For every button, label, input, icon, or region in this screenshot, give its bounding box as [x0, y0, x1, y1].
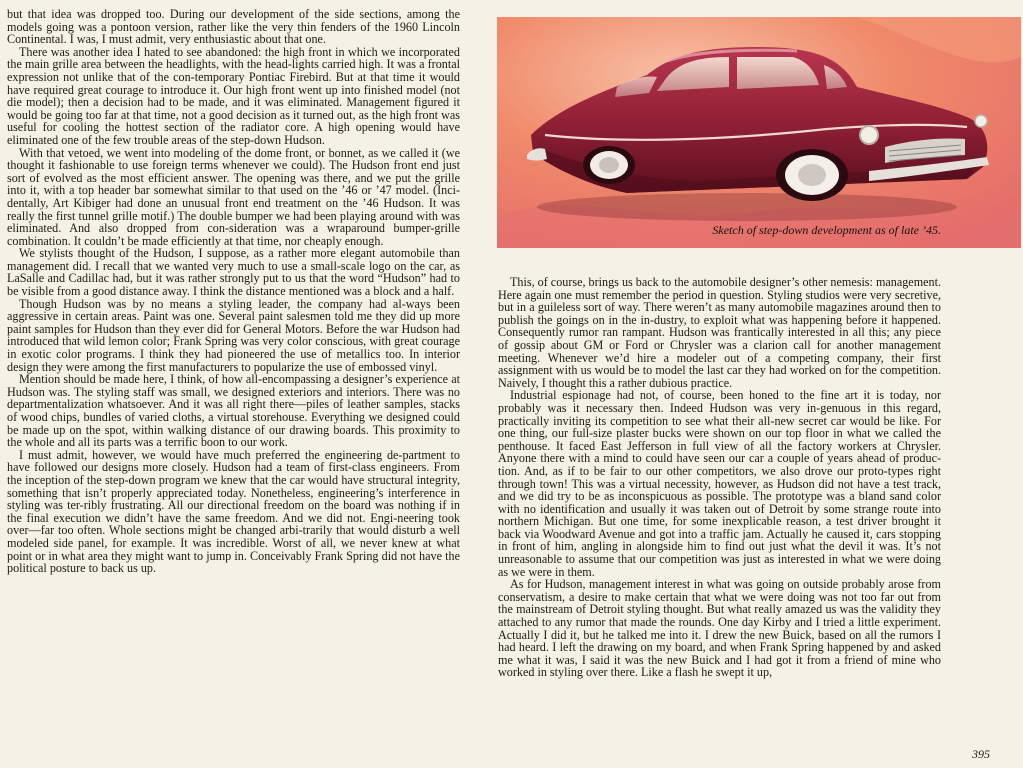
paragraph: I must admit, however, we would have much preferred the engineering de-partment to have followed our designs more closely. Hudson had a team of first-class engineers. From the inception of the step-down program we knew that the car would have structural integrity, something that isn’t properly appreciated today. Nonetheless, engineering’s interference in styling was ter-ribly frustrating. All our directional freedom on the board was nothing if in the final execution we didn’t have the same freedom. And we did not. Engi-neering took over—far too often. Whole sections might be changed arbi-trarily that would disturb a well modeled side panel, for example. It was incredible. Worst of all, we never knew at what point or in what area they might want to jump in. Conceivably Frank Spring did not have the political posture to back us up.	[7, 447, 460, 576]
paragraph: Though Hudson was by no means a styling leader, the company had al-ways been aggressive in certain areas. Paint was one. Several paint salesmen told me they did up more paint samples for Hudson than they ever did for General Motors. Before the war Hudson had introduced that wild lemon color; Frank Spring was very color conscious, with great courage in exotic color programs. I think they had pioneered the use of metallics too. In interior design they were among the first manufacturers to popularize the use of embossed vinyl.	[7, 296, 460, 374]
paragraph: Industrial espionage had not, of course, been honed to the fine art it is today, nor probably was it necessary then. Indeed Hudson was very in-genuous in this regard, practically inviting its competition to see what their all-new secret car would be like. For one thing, our full-size plaster bucks were shown on our top floor in what we called the penthouse. It faced East Jefferson in full view of all the factory workers at Chrysler. Anyone there with a mind to could have seen our car a couple of years ahead of produc-tion. And, as if to be fair to our other competitors, we also drove our proto-types right through town! This was a virtual necessity, however, as Hudson did not have a test track, and we did try to be as inconspicuous as possible. The prototype was a bland sand color with no identification and usually it was taken out of Detroit by some strange route into northern Michigan. But one time, for some inexplicable reason, a test driver brought it back via Woodward Avenue and got into a traffic jam. Actually he caused it, cars stopping in front of him, angling in alongside him to find out just what the devil it was. It’s not unreasonable to assume that our competition was just as interested in what we were doing as we were in them.	[498, 388, 941, 579]
paragraph: This, of course, brings us back to the automobile designer’s other nemesis: management. Here again one must remember the period in question. Styling studios were very secretive, but in a guileless sort of way. There weren’t as many automobile magazines around then to publish the goings on in the in-dustry, to exploit what was happening before it happened. Consequently rumor ran rampant. Hudson was frantically interested in all this; any piece of gossip about GM or Ford or Chrysler was a clarion call for another management meeting. Whenever we’d hire a modeler out of a competing company, their first assignment with us would be to model the last car they had worked on for the competition. Naively, I thought this a rather dubious practice.	[498, 275, 942, 390]
paragraph: Mention should be made here, I think, of how all-encompassing a designer’s experience at Hudson was. The styling staff was small, we designed exteriors and interiors. There was no departmentalization whatsoever. And it was all right there—piles of leather samples, stacks of wood chips, bundles of varied cloths, a virtual storehouse. Everything we designed could be made up on the spot, within walking distance of our drawing boards. This proximity to the whole and all its parts was a terrific boon to our work.	[7, 372, 460, 450]
paragraph: With that vetoed, we went into modeling of the dome front, or bonnet, as we called it (we thought it fashionable to use foreign terms whenever we could). The Hudson front end just sort of evolved as the most efficient answer. The opening was there, and we put the grille into it, with a top header bar somewhat similar to that used on the ’46 or ’47 model. (Inci-dentally, Art Kibiger had done an unusual front end treatment on the ’46 Hudson. It was really the first tunnel grille motif.) The double bumper we had been playing around with was eliminated. And also dropped from con-sideration was a wraparound bumper-grille combination. It couldn’t be made efficiently at that time, nor cheaply enough.	[7, 145, 460, 248]
paragraph: As for Hudson, management interest in what was going on outside probably arose from conservatism, a desire to make certain that what we were doing was not too far out from the mainstream of Detroit styling thought. But what really amazed us was the validity they attached to any rumor that made the rounds. One day Kirby and I tried a little experiment. Actually I did it, but he talked me into it. I drew the new Buick, based on all the rumors I had heard. I left the drawing on my board, and when Frank Spring happened by and asked me what it was, I said it was the new Buick and I had got it from a friend of mine who worked in styling over there. Like a flash he swept it up,	[498, 577, 941, 680]
paragraph: but that idea was dropped too. During our development of the side sections, among the models going was a pontoon version, rather like the very thin fenders of the 1960 Lincoln Continental. I was, I must admit, very enthusiastic about that one.	[7, 7, 460, 47]
figure-caption: Sketch of step-down development as of late ’45.	[712, 223, 941, 237]
paragraph: There was another idea I hated to see abandoned: the high front in which we incorporated the main grille area between the headlights, with the head-lights carried high. It was a frontal expression not unlike that of the con-temporary Pontiac Firebird. But at that time it would have required great courage to introduce it. Our high front went up into finished model (not die model); then a decision had to be made, and it was eliminated. Management figured it would be going too far at that time, not a good decision as it turned out, as the high front was useful for cooling the hottest section of the radiator core. A high opening would have eliminated one of the few trouble areas of the step-down Hudson.	[7, 44, 460, 147]
right-text-column	[498, 276, 941, 679]
step-down-sedan-sketch	[497, 17, 1021, 248]
left-text-column	[7, 8, 460, 575]
paragraph: We stylists thought of the Hudson, I suppose, as a rather more elegant automobile than management did. I recall that we wanted very much to use a small-scale logo on the car, as LaSalle and Cadillac had, but it was rather strongly put to us that the word “Hudson” had to be visible from a good distance away. I think the distance mentioned was a block and a half.	[7, 246, 460, 299]
car-illustration	[497, 17, 1021, 248]
page-number: 395	[972, 747, 990, 761]
